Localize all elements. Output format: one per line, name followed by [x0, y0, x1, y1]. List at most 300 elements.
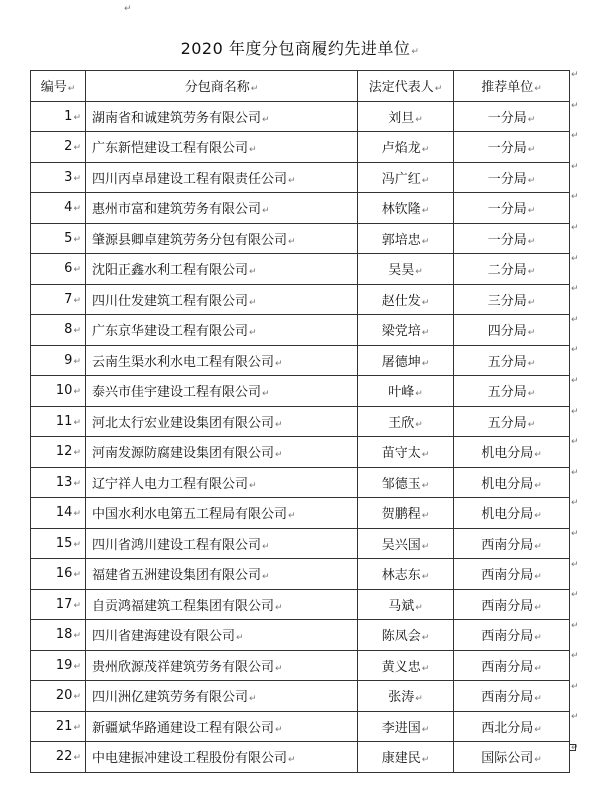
row-end-mark	[571, 284, 581, 315]
paragraph-mark: ↵	[421, 633, 430, 644]
row-end-mark	[571, 345, 581, 376]
table-row	[31, 345, 570, 376]
cell-representative-text: 刘旦	[388, 110, 415, 126]
cell-representative	[358, 315, 454, 346]
cell-unit	[454, 376, 570, 407]
table-row	[31, 498, 570, 529]
cell-number-text: 21	[55, 718, 73, 734]
cell-unit-text: 三分局	[487, 293, 527, 309]
cell-number-text: 16	[55, 566, 73, 582]
cell-number	[31, 589, 86, 620]
cell-company	[86, 193, 358, 224]
cell-company-text: 云南生渠水利水电工程有限公司	[92, 354, 275, 370]
header-representative-label: 法定代表人	[368, 80, 434, 96]
table-row	[31, 620, 570, 651]
cell-company	[86, 406, 358, 437]
paragraph-mark: ↵	[571, 681, 579, 692]
cell-unit-text: 五分局	[487, 385, 527, 401]
paragraph-mark: ↵	[73, 417, 81, 428]
cell-representative	[358, 193, 454, 224]
cell-number	[31, 132, 86, 163]
paragraph-mark: ↵	[571, 437, 579, 448]
paragraph-mark: ↵	[571, 70, 579, 80]
paragraph-mark: ↵	[571, 467, 579, 478]
cell-company	[86, 284, 358, 315]
cell-company	[86, 589, 358, 620]
table-row	[31, 589, 570, 620]
paragraph-mark: ↵	[534, 450, 542, 461]
paragraph-mark: ↵	[534, 755, 542, 766]
cell-representative	[358, 742, 454, 773]
row-end-mark	[571, 376, 581, 407]
cell-representative	[358, 376, 454, 407]
paragraph-mark: ↵	[434, 84, 443, 95]
paragraph-mark: ↵	[73, 631, 81, 642]
paragraph-mark: ↵	[534, 84, 542, 95]
paragraph-mark: ↵	[415, 267, 423, 278]
cell-company-text: 贵州欣源茂祥建筑劳务有限公司	[92, 659, 275, 675]
paragraph-mark: ↵	[421, 175, 430, 186]
header-number-label: 编号	[40, 80, 67, 96]
paragraph-mark: ↵	[534, 541, 542, 552]
paragraph-mark: ↵	[249, 480, 257, 491]
row-end-mark	[571, 437, 581, 468]
header-unit	[454, 71, 570, 102]
cell-company-text: 中电建振冲建设工程股份有限公司	[92, 751, 288, 767]
paragraph-mark: ↵	[571, 192, 579, 203]
cell-number	[31, 681, 86, 712]
cell-number-text: 15	[55, 535, 73, 551]
row-end-mark	[571, 223, 581, 254]
header-unit-label: 推荐单位	[481, 80, 534, 96]
paragraph-mark: ↵	[421, 480, 430, 491]
cell-representative-text: 马斌	[388, 598, 415, 614]
cell-company-text: 惠州市富和建筑劳务有限公司	[92, 202, 262, 218]
cell-unit-text: 二分局	[487, 263, 527, 279]
cell-unit-text: 机电分局	[481, 446, 534, 462]
paragraph-mark: ↵	[250, 84, 259, 95]
cell-representative	[358, 437, 454, 468]
cell-unit-text: 西南分局	[481, 537, 534, 553]
cell-number	[31, 711, 86, 742]
paragraph-mark: ↵	[275, 358, 283, 369]
paragraph-mark: ↵	[249, 694, 257, 705]
table-row	[31, 467, 570, 498]
cell-unit-text: 一分局	[487, 110, 527, 126]
cell-unit-text: 五分局	[487, 415, 527, 431]
paragraph-mark: ↵	[415, 389, 423, 400]
cell-number-text: 5	[64, 230, 73, 246]
paragraph-mark: ↵	[73, 570, 81, 581]
cell-unit-text: 机电分局	[481, 476, 534, 492]
row-end-mark	[571, 70, 581, 101]
paragraph-mark: ↵	[421, 450, 430, 461]
cell-company-text: 河北太行宏业建设集团有限公司	[92, 415, 275, 431]
cell-representative-text: 陈凤会	[381, 629, 421, 645]
paragraph-mark: ↵	[236, 633, 244, 644]
title-text: 2020 年度分包商履约先进单位	[180, 39, 411, 58]
paragraph-mark: ↵	[527, 145, 536, 156]
cell-representative	[358, 254, 454, 285]
paragraph-mark: ↵	[527, 206, 536, 217]
paragraph-mark: ↵	[73, 173, 81, 184]
paragraph-mark: ↵	[73, 509, 81, 520]
cell-representative-text: 冯广红	[381, 171, 421, 187]
table-row	[31, 162, 570, 193]
table-row	[31, 528, 570, 559]
cell-number	[31, 650, 86, 681]
paragraph-mark: ↵	[421, 206, 430, 217]
paragraph-mark: ↵	[571, 712, 579, 723]
cell-number	[31, 345, 86, 376]
cell-representative	[358, 650, 454, 681]
cell-representative	[358, 101, 454, 132]
row-end-mark	[571, 560, 581, 591]
cell-company	[86, 742, 358, 773]
paragraph-mark: ↵	[275, 602, 283, 613]
paragraph-mark: ↵	[73, 356, 81, 367]
paragraph-mark: ↵	[527, 297, 536, 308]
paragraph-mark: ↵	[249, 267, 257, 278]
cell-representative-text: 吴兴国	[381, 537, 421, 553]
cell-unit-text: 一分局	[487, 141, 527, 157]
paragraph-mark: ↵	[73, 143, 81, 154]
paragraph-mark: ↵	[124, 4, 132, 14]
table-row	[31, 315, 570, 346]
row-end-mark	[571, 529, 581, 560]
paragraph-mark: ↵	[262, 572, 270, 583]
paragraph-mark: ↵	[571, 284, 579, 295]
header-representative	[358, 71, 454, 102]
paragraph-mark: ↵	[275, 450, 283, 461]
cell-representative-text: 邹德玉	[381, 476, 421, 492]
header-number	[31, 71, 86, 102]
paragraph-mark: ↵	[571, 253, 579, 264]
paragraph-mark: ↵	[571, 131, 579, 142]
table-row	[31, 406, 570, 437]
cell-number-text: 18	[55, 627, 73, 643]
cell-representative-text: 贺鹏程	[381, 507, 421, 523]
paragraph-mark: ↵	[421, 297, 430, 308]
cell-number-text: 19	[55, 657, 73, 673]
table-row	[31, 559, 570, 590]
table-row	[31, 650, 570, 681]
paragraph-mark: ↵	[534, 694, 542, 705]
paragraph-mark: ↵	[415, 602, 423, 613]
cell-number	[31, 101, 86, 132]
header-company	[86, 71, 358, 102]
paragraph-mark: ↵	[73, 112, 81, 123]
row-end-mark	[571, 254, 581, 285]
cell-representative	[358, 406, 454, 437]
table-row	[31, 193, 570, 224]
paragraph-mark: ↵	[527, 328, 536, 339]
table-row	[31, 437, 570, 468]
cell-unit	[454, 528, 570, 559]
cell-unit-text: 西北分局	[481, 720, 534, 736]
cell-unit-text: 机电分局	[481, 507, 534, 523]
cell-unit-text: 西南分局	[481, 690, 534, 706]
paragraph-mark: ↵	[73, 753, 81, 764]
table-end-marker	[569, 744, 576, 751]
cell-representative	[358, 620, 454, 651]
paragraph-mark: ↵	[73, 661, 81, 672]
paragraph-mark: ↵	[288, 755, 296, 766]
paragraph-mark: ↵	[421, 236, 430, 247]
cell-company-text: 广东新恺建设工程有限公司	[92, 141, 249, 157]
row-end-mark	[571, 712, 581, 743]
paragraph-mark: ↵	[527, 267, 536, 278]
cell-number-text: 13	[55, 474, 73, 490]
table-row	[31, 132, 570, 163]
row-end-mark	[571, 131, 581, 162]
paragraph-mark: ↵	[415, 419, 423, 430]
cell-representative-text: 王欣	[388, 415, 415, 431]
cell-unit-text: 西南分局	[481, 659, 534, 675]
paragraph-mark: ↵	[73, 600, 81, 611]
row-end-mark	[571, 101, 581, 132]
paragraph-mark: ↵	[73, 539, 81, 550]
paragraph-mark: ↵	[262, 541, 270, 552]
cell-company	[86, 254, 358, 285]
cell-representative	[358, 345, 454, 376]
table-body	[31, 101, 570, 772]
cell-unit	[454, 711, 570, 742]
cell-company-text: 沈阳正鑫水利工程有限公司	[92, 263, 249, 279]
cell-representative-text: 林钦隆	[381, 202, 421, 218]
paragraph-mark: ↵	[73, 265, 81, 276]
cell-number	[31, 620, 86, 651]
cell-unit	[454, 315, 570, 346]
cell-representative	[358, 467, 454, 498]
cell-representative	[358, 589, 454, 620]
cell-number-text: 20	[55, 688, 73, 704]
cell-number	[31, 315, 86, 346]
cell-number-text: 1	[64, 108, 73, 124]
cell-company	[86, 681, 358, 712]
row-end-mark	[571, 651, 581, 682]
paragraph-mark: ↵	[73, 326, 81, 337]
cell-company-text: 广东京华建设工程有限公司	[92, 324, 249, 340]
paragraph-mark: ↵	[527, 358, 536, 369]
paragraph-mark: ↵	[73, 234, 81, 245]
paragraph-mark: ↵	[249, 297, 257, 308]
cell-company-text: 河南发源防腐建设集团有限公司	[92, 446, 275, 462]
paragraph-mark: ↵	[73, 448, 81, 459]
row-end-mark	[571, 498, 581, 529]
cell-unit-text: 一分局	[487, 232, 527, 248]
paragraph-mark: ↵	[275, 419, 283, 430]
cell-number-text: 7	[64, 291, 73, 307]
paragraph-mark: ↵	[527, 114, 536, 125]
paragraph-mark: ↵	[67, 84, 76, 95]
cell-unit-text: 西南分局	[481, 568, 534, 584]
cell-representative-text: 张涛	[388, 690, 415, 706]
cell-number	[31, 498, 86, 529]
cell-unit-text: 一分局	[487, 202, 527, 218]
cell-unit-text: 四分局	[487, 324, 527, 340]
paragraph-mark: ↵	[571, 651, 579, 662]
paragraph-mark: ↵	[421, 328, 430, 339]
cell-company-text: 肇源县卿卓建筑劳务分包有限公司	[92, 232, 288, 248]
cell-unit	[454, 406, 570, 437]
cell-unit	[454, 193, 570, 224]
cell-number	[31, 162, 86, 193]
cell-unit	[454, 101, 570, 132]
paragraph-mark: ↵	[421, 663, 430, 674]
paragraph-mark: ↵	[411, 47, 420, 57]
cell-number-text: 12	[55, 444, 73, 460]
paragraph-mark: ↵	[534, 480, 542, 491]
paragraph-mark: ↵	[421, 572, 430, 583]
cell-company	[86, 345, 358, 376]
cell-representative-text: 屠德坤	[381, 354, 421, 370]
cell-company	[86, 101, 358, 132]
cell-company	[86, 711, 358, 742]
cell-representative	[358, 681, 454, 712]
cell-company	[86, 528, 358, 559]
table-row	[31, 284, 570, 315]
paragraph-mark: ↵	[527, 175, 536, 186]
paragraph-mark: ↵	[571, 406, 579, 417]
contractor-table	[30, 70, 570, 773]
cell-company	[86, 223, 358, 254]
cell-unit	[454, 589, 570, 620]
row-end-mark	[571, 192, 581, 223]
paragraph-mark: ↵	[527, 236, 536, 247]
cell-representative	[358, 711, 454, 742]
paragraph-mark: ↵	[571, 498, 579, 509]
paragraph-mark: ↵	[534, 511, 542, 522]
table-row	[31, 101, 570, 132]
paragraph-mark: ↵	[288, 511, 296, 522]
paragraph-mark: ↵	[421, 145, 430, 156]
cell-company-text: 中国水利水电第五工程局有限公司	[92, 507, 288, 523]
cell-company	[86, 162, 358, 193]
row-end-mark	[571, 590, 581, 621]
cell-representative-text: 赵仕发	[381, 293, 421, 309]
table-row	[31, 711, 570, 742]
cell-company	[86, 620, 358, 651]
paragraph-mark: ↵	[275, 724, 283, 735]
paragraph-mark: ↵	[73, 295, 81, 306]
cell-unit	[454, 467, 570, 498]
cell-company-text: 辽宁祥人电力工程有限公司	[92, 476, 249, 492]
paragraph-mark: ↵	[534, 724, 542, 735]
cell-number-text: 8	[64, 322, 73, 338]
cell-company-text: 四川洲亿建筑劳务有限公司	[92, 690, 249, 706]
paragraph-mark: ↵	[534, 572, 542, 583]
cell-company	[86, 559, 358, 590]
cell-number-text: 11	[55, 413, 73, 429]
paragraph-mark: ↵	[421, 755, 430, 766]
row-end-mark	[571, 621, 581, 652]
cell-company-text: 福建省五洲建设集团有限公司	[92, 568, 262, 584]
cell-unit-text: 西南分局	[481, 629, 534, 645]
cell-company	[86, 132, 358, 163]
cell-company-text: 四川丙卓昂建设工程有限责任公司	[92, 171, 288, 187]
paragraph-mark: ↵	[571, 743, 579, 754]
cell-company	[86, 498, 358, 529]
cell-number-text: 14	[55, 505, 73, 521]
cell-company	[86, 437, 358, 468]
paragraph-mark: ↵	[421, 724, 430, 735]
table-row	[31, 681, 570, 712]
cell-unit	[454, 742, 570, 773]
cell-unit-text: 五分局	[487, 354, 527, 370]
cell-unit	[454, 437, 570, 468]
cell-number	[31, 742, 86, 773]
row-end-mark	[571, 315, 581, 346]
paragraph-mark: ↵	[571, 100, 579, 111]
paragraph-mark: ↵	[415, 114, 423, 125]
cell-representative-text: 黄义忠	[381, 659, 421, 675]
cell-number-text: 10	[55, 383, 73, 399]
paragraph-mark: ↵	[571, 161, 579, 172]
cell-representative	[358, 223, 454, 254]
cell-unit	[454, 498, 570, 529]
table-row	[31, 223, 570, 254]
table-row	[31, 254, 570, 285]
cell-representative-text: 康建民	[381, 751, 421, 767]
cell-number-text: 2	[64, 139, 73, 155]
cell-number	[31, 406, 86, 437]
cell-number	[31, 437, 86, 468]
cell-representative	[358, 528, 454, 559]
paragraph-mark: ↵	[421, 511, 430, 522]
paragraph-mark: ↵	[571, 590, 579, 601]
cell-unit	[454, 254, 570, 285]
cell-number-text: 6	[64, 261, 73, 277]
paragraph-mark: ↵	[534, 663, 542, 674]
cell-number	[31, 467, 86, 498]
cell-number-text: 9	[64, 352, 73, 368]
paragraph-mark: ↵	[73, 387, 81, 398]
table-row	[31, 376, 570, 407]
cell-unit-text: 西南分局	[481, 598, 534, 614]
paragraph-mark: ↵	[571, 314, 579, 325]
paragraph-mark: ↵	[571, 528, 579, 539]
cell-unit	[454, 559, 570, 590]
cell-number-text: 3	[64, 169, 73, 185]
cell-representative-text: 苗守太	[381, 446, 421, 462]
cell-representative	[358, 132, 454, 163]
paragraph-mark: ↵	[571, 375, 579, 386]
cell-company-text: 四川省鸿川建设工程有限公司	[92, 537, 262, 553]
cell-company-text: 泰兴市佳宇建设工程有限公司	[92, 385, 262, 401]
row-end-mark	[571, 162, 581, 193]
paragraph-mark: ↵	[415, 694, 423, 705]
paragraph-mark: ↵	[421, 358, 430, 369]
paragraph-mark: ↵	[262, 389, 270, 400]
cell-unit	[454, 132, 570, 163]
cell-representative	[358, 162, 454, 193]
row-end-mark	[571, 682, 581, 713]
paragraph-mark: ↵	[249, 328, 257, 339]
cell-number	[31, 223, 86, 254]
cell-unit	[454, 284, 570, 315]
cell-representative	[358, 559, 454, 590]
paragraph-mark: ↵	[534, 602, 542, 613]
cell-company	[86, 650, 358, 681]
paragraph-mark: ↵	[249, 145, 257, 156]
paragraph-mark: ↵	[262, 206, 270, 217]
paragraph-mark: ↵	[262, 114, 270, 125]
cell-number-text: 4	[64, 200, 73, 216]
paragraph-mark: ↵	[571, 559, 579, 570]
cell-unit	[454, 345, 570, 376]
cell-number	[31, 284, 86, 315]
